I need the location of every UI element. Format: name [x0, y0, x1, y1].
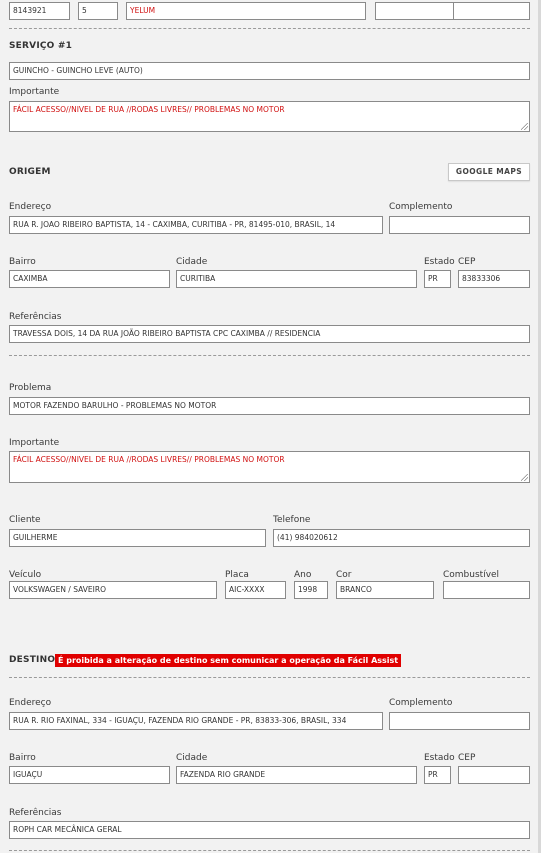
problem-important-label: Importante [9, 438, 60, 448]
color-field[interactable]: BRANCO [336, 581, 434, 599]
problem-field[interactable]: MOTOR FAZENDO BARULHO - PROBLEMAS NO MOTOR [9, 397, 530, 415]
origin-address-label: Endereço [9, 202, 52, 212]
origin-city-label: Cidade [176, 257, 208, 267]
service-title: SERVIÇO #1 [9, 41, 73, 51]
problem-important-text: FÁCIL ACESSO//NIVEL DE RUA //RODAS LIVRES// PROBLEMAS NO MOTOR [13, 455, 285, 464]
origin-zip-field[interactable]: 83833306 [458, 270, 530, 288]
destination-references-label: Referências [9, 808, 62, 818]
origin-city-field[interactable]: CURITIBA [176, 270, 417, 288]
destination-state-field[interactable]: PR [424, 766, 451, 784]
destination-warning-badge: É proibida a alteração de destino sem comunicar a operação da Fácil Assist [55, 654, 401, 667]
top-field-5[interactable] [453, 2, 530, 20]
destination-complement-label: Complemento [389, 698, 453, 708]
divider [9, 355, 530, 356]
divider [9, 28, 530, 29]
year-field[interactable]: 1998 [294, 581, 328, 599]
fuel-field[interactable] [443, 581, 530, 599]
origin-neighborhood-label: Bairro [9, 257, 36, 267]
problem-important-textarea[interactable] [9, 451, 530, 483]
destination-city-label: Cidade [176, 753, 208, 763]
client-field[interactable]: GUILHERME [9, 529, 266, 547]
destination-address-field[interactable]: RUA R. RIO FAXINAL, 334 - IGUAÇU, FAZENDA RIO GRANDE - PR, 83833-306, BRASIL, 334 [9, 712, 383, 730]
origin-state-field[interactable]: PR [424, 270, 451, 288]
destination-state-label: Estado [424, 753, 455, 763]
destination-references-field[interactable]: ROPH CAR MECÂNICA GERAL [9, 821, 530, 839]
destination-complement-field[interactable] [389, 712, 530, 730]
origin-zip-label: CEP [458, 257, 476, 267]
divider [9, 850, 530, 851]
problem-label: Problema [9, 383, 52, 393]
destination-zip-label: CEP [458, 753, 476, 763]
service-important-label: Importante [9, 87, 60, 97]
client-label: Cliente [9, 515, 41, 525]
year-label: Ano [294, 570, 312, 580]
plate-field[interactable]: AIC-XXXX [225, 581, 286, 599]
divider [9, 677, 530, 678]
code-field[interactable]: 8143921 [9, 2, 70, 20]
resize-grip-icon[interactable] [521, 123, 528, 130]
color-label: Cor [336, 570, 352, 580]
origin-complement-field[interactable] [389, 216, 530, 234]
google-maps-button[interactable]: GOOGLE MAPS [448, 163, 530, 181]
destination-city-field[interactable]: FAZENDA RIO GRANDE [176, 766, 417, 784]
origin-address-field[interactable]: RUA R. JOAO RIBEIRO BAPTISTA, 14 - CAXIMBA, CURITIBA - PR, 81495-010, BRASIL, 14 [9, 216, 383, 234]
fuel-label: Combustível [443, 570, 500, 580]
phone-field[interactable]: (41) 984020612 [273, 529, 530, 547]
plate-label: Placa [225, 570, 249, 580]
origin-neighborhood-field[interactable]: CAXIMBA [9, 270, 170, 288]
destination-neighborhood-label: Bairro [9, 753, 36, 763]
resize-grip-icon[interactable] [521, 474, 528, 481]
color-value-field[interactable]: YELUM [126, 2, 366, 20]
origin-references-field[interactable]: TRAVESSA DOIS, 14 DA RUA JOÃO RIBEIRO BAPTISTA CPC CAXIMBA // RESIDENCIA [9, 325, 530, 343]
vehicle-field[interactable]: VOLKSWAGEN / SAVEIRO [9, 581, 217, 599]
service-important-text: FÁCIL ACESSO//NIVEL DE RUA //RODAS LIVRES// PROBLEMAS NO MOTOR [13, 105, 285, 114]
service-important-textarea[interactable] [9, 101, 530, 132]
vehicle-label: Veículo [9, 570, 42, 580]
top-field-4[interactable] [375, 2, 454, 20]
destination-address-label: Endereço [9, 698, 52, 708]
destination-zip-field[interactable] [458, 766, 530, 784]
origin-complement-label: Complemento [389, 202, 453, 212]
origin-state-label: Estado [424, 257, 455, 267]
origin-references-label: Referências [9, 312, 62, 322]
service-name-field[interactable]: GUINCHO - GUINCHO LEVE (AUTO) [9, 62, 530, 80]
destination-neighborhood-field[interactable]: IGUAÇU [9, 766, 170, 784]
origin-title: ORIGEM [9, 167, 51, 177]
destination-title: DESTINO [9, 655, 56, 665]
number-field[interactable]: 5 [78, 2, 118, 20]
phone-label: Telefone [273, 515, 311, 525]
